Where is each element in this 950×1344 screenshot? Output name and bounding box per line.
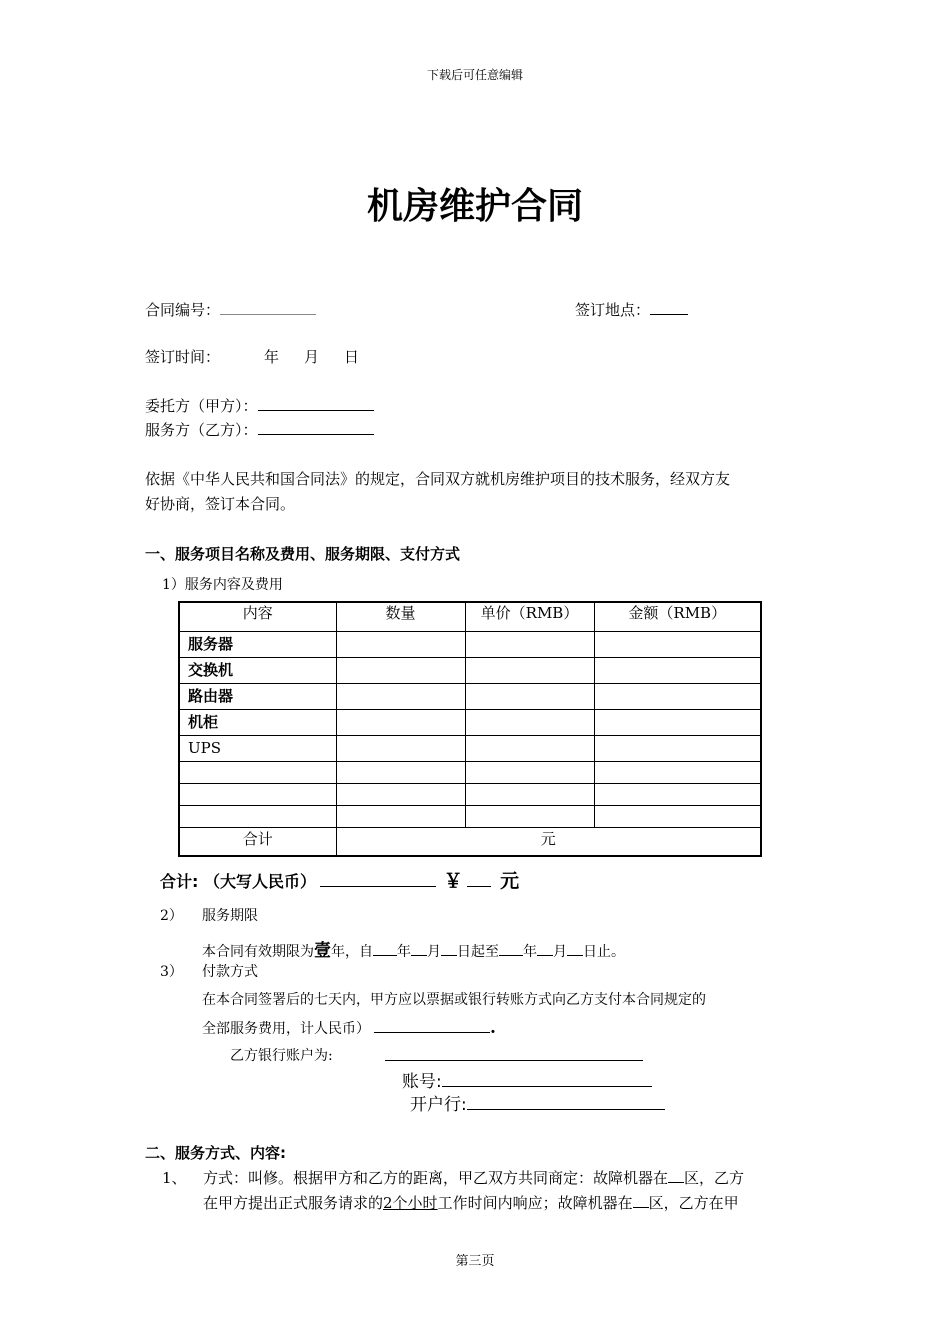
term-m1: 月: [427, 944, 441, 960]
term-y1: 年: [397, 944, 411, 960]
intro-line-1: 依据《中华人民共和国合同法》的规定，合同双方就机房维护项目的技术服务，经双方友: [145, 470, 731, 488]
fee-cell[interactable]: [594, 658, 761, 684]
fee-cell[interactable]: [336, 806, 465, 828]
intro-line-2: 好协商，签订本合同。: [145, 495, 296, 513]
party-a-blank[interactable]: [258, 396, 374, 411]
item-1-text-b: 区，乙方: [684, 1169, 745, 1187]
section-2-item-1-line-1: [203, 1167, 744, 1188]
sum-unit: 元: [500, 870, 520, 892]
fee-item-ups: UPS: [179, 736, 336, 762]
fee-cell[interactable]: [465, 736, 594, 762]
term-m2: 月: [553, 944, 567, 960]
fee-item-switch: 交换机: [179, 658, 336, 684]
term-d1: 日起至: [457, 944, 499, 960]
account-number-field: [402, 1067, 652, 1092]
payment-line-2: [202, 1018, 496, 1038]
sign-place-field: [575, 299, 688, 320]
bank-account-blank[interactable]: [385, 1046, 643, 1061]
sum-number-blank[interactable]: [467, 869, 491, 887]
bank-branch-field: [410, 1090, 665, 1115]
item-1-text-a: 方式：叫修。根据甲方和乙方的距离，甲乙双方共同商定：故障机器在: [203, 1169, 669, 1187]
party-a-label: 委托方（甲方）：: [145, 397, 258, 415]
table-row: [179, 632, 761, 658]
fee-cell[interactable]: [465, 710, 594, 736]
fee-cell[interactable]: [594, 762, 761, 784]
section-2-item-1-number: 1、: [162, 1169, 187, 1187]
section-1-heading: 一、服务项目名称及费用、服务期限、支付方式: [145, 545, 461, 563]
section-2-item-1-line-2: [203, 1192, 739, 1213]
item-1-text-d: 工作时间内响应；故障机器在: [437, 1194, 633, 1212]
fee-cell[interactable]: [594, 784, 761, 806]
bank-branch-label: 开户行:: [410, 1095, 467, 1115]
fee-col-content: 内容: [179, 602, 336, 632]
fee-col-unit-price: 单价（RMB）: [465, 602, 594, 632]
table-row: [179, 762, 761, 784]
start-day-blank[interactable]: [441, 941, 457, 956]
fee-total-row: [179, 828, 761, 857]
payment-text: 全部服务费用，计人民币）: [202, 1021, 370, 1037]
fee-cell[interactable]: [594, 684, 761, 710]
fee-cell[interactable]: [594, 632, 761, 658]
yen-symbol: ￥: [443, 870, 463, 892]
payment-dot: .: [490, 1018, 496, 1038]
fee-table-header-row: [179, 602, 761, 632]
term-line: [202, 936, 625, 961]
start-year-blank[interactable]: [373, 941, 397, 956]
payment-line-1: 在本合同签署后的七天内，甲方应以票据或银行转账方式向乙方支付本合同规定的: [202, 992, 706, 1008]
fee-cell[interactable]: [179, 762, 336, 784]
fee-cell[interactable]: [594, 806, 761, 828]
term-text-2: 年，自: [331, 944, 373, 960]
sign-month: 月: [304, 348, 320, 366]
sign-year: 年: [264, 348, 280, 366]
fee-cell[interactable]: [336, 784, 465, 806]
sign-place-label: 签订地点：: [575, 301, 651, 319]
fee-item-router: 路由器: [179, 684, 336, 710]
fee-cell[interactable]: [336, 736, 465, 762]
fee-cell[interactable]: [179, 806, 336, 828]
response-hours: 2个小时: [383, 1194, 438, 1212]
section-1-sub-3-title: 付款方式: [202, 964, 258, 980]
term-y2: 年: [523, 944, 537, 960]
section-1-sub-1: 1）服务内容及费用: [162, 577, 283, 593]
end-year-blank[interactable]: [499, 941, 523, 956]
section-1-sub-2-number: 2）: [160, 908, 183, 924]
fee-cell[interactable]: [336, 710, 465, 736]
table-row: [179, 784, 761, 806]
fee-col-quantity: 数量: [336, 602, 465, 632]
fee-cell[interactable]: [594, 736, 761, 762]
sign-day: 日: [344, 348, 360, 366]
fee-cell[interactable]: [336, 632, 465, 658]
contract-number-label: 合同编号：: [145, 301, 221, 319]
section-2-heading: 二、服务方式、内容:: [145, 1144, 286, 1162]
payment-amount-blank[interactable]: [374, 1018, 490, 1033]
account-number-label: 账号:: [402, 1072, 442, 1092]
table-row: [179, 658, 761, 684]
table-row: [179, 710, 761, 736]
contract-number-blank[interactable]: [220, 300, 316, 315]
contract-number-field: [145, 299, 316, 320]
sum-label: 合计: （大写人民币）: [160, 872, 316, 891]
fee-cell[interactable]: [465, 762, 594, 784]
district-blank-2[interactable]: [633, 1193, 649, 1208]
fee-cell[interactable]: [336, 684, 465, 710]
table-row: [179, 736, 761, 762]
page-number: 第三页: [455, 1254, 495, 1269]
party-b-blank[interactable]: [258, 420, 374, 435]
start-month-blank[interactable]: [411, 941, 427, 956]
fee-cell[interactable]: [594, 710, 761, 736]
page-header-note: 下载后可任意编辑: [426, 68, 523, 82]
section-1-sub-2-title: 服务期限: [202, 908, 258, 924]
district-blank-1[interactable]: [668, 1168, 684, 1183]
fee-cell[interactable]: [465, 684, 594, 710]
bank-account-label: 乙方银行账户为:: [230, 1048, 333, 1064]
fee-cell[interactable]: [465, 806, 594, 828]
term-years: 壹: [314, 941, 331, 961]
sign-place-blank[interactable]: [650, 300, 688, 315]
party-b-label: 服务方（乙方）：: [145, 421, 258, 439]
fee-cell[interactable]: [336, 762, 465, 784]
document-title: 机房维护合同: [366, 186, 583, 227]
account-number-blank[interactable]: [442, 1069, 652, 1087]
sum-line: [160, 866, 519, 893]
fee-cell[interactable]: [465, 784, 594, 806]
term-d2: 日止。: [583, 944, 625, 960]
item-1-text-e: 区，乙方在甲: [648, 1194, 739, 1212]
end-month-blank[interactable]: [537, 941, 553, 956]
fee-total-label: 合计: [179, 828, 336, 857]
fee-cell[interactable]: [336, 658, 465, 684]
party-b-field: [145, 419, 374, 440]
fee-col-amount: 金额（RMB）: [594, 602, 761, 632]
item-1-text-c: 在甲方提出正式服务请求的: [203, 1194, 384, 1212]
section-1-sub-3-number: 3）: [160, 964, 183, 980]
fee-item-cabinet: 机柜: [179, 710, 336, 736]
bank-branch-blank[interactable]: [467, 1092, 665, 1110]
fee-total-unit: 元: [336, 828, 761, 857]
fee-cell[interactable]: [465, 658, 594, 684]
sum-uppercase-blank[interactable]: [320, 869, 436, 887]
table-row: [179, 806, 761, 828]
fee-cell[interactable]: [179, 784, 336, 806]
term-text-1: 本合同有效期限为: [202, 944, 314, 960]
table-row: [179, 684, 761, 710]
fee-item-server: 服务器: [179, 632, 336, 658]
sign-time-label: 签订时间：: [145, 348, 221, 366]
fee-cell[interactable]: [465, 632, 594, 658]
fee-table: [178, 601, 762, 857]
party-a-field: [145, 395, 374, 416]
end-day-blank[interactable]: [567, 941, 583, 956]
